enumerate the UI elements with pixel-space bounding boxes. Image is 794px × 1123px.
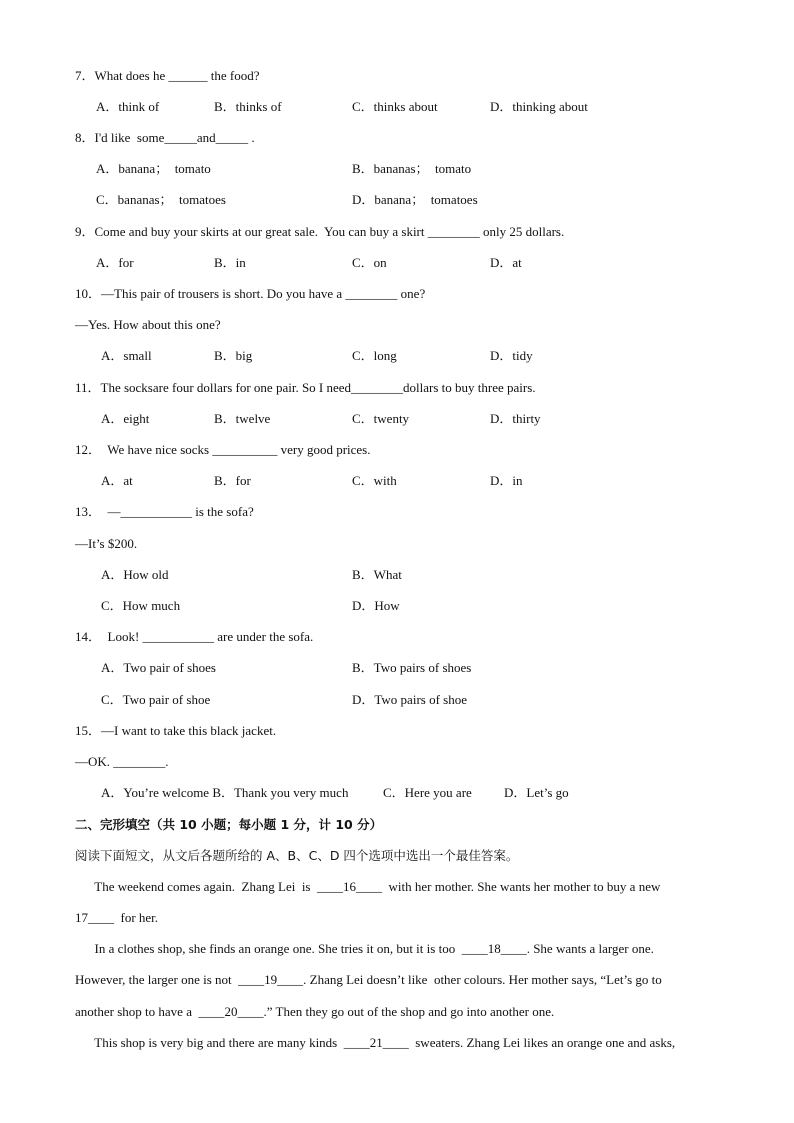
passage-line-5: another shop to have a ____20____.” Then they go out of the shop and go into another one. (75, 1004, 555, 1019)
passage-line-2: 17____ for her. (75, 910, 159, 925)
question-14-option-d[interactable]: D．Two pairs of shoe (352, 692, 467, 707)
question-9-option-c[interactable]: C．on (352, 255, 387, 270)
passage-line-6: This shop is very big and there are many kinds ____21____ sweaters. Zhang Lei likes an orange one and asks, (75, 1035, 676, 1050)
question-12-option-a[interactable]: A．at (101, 473, 133, 488)
question-8-option-b[interactable]: B．bananas； tomato (352, 161, 472, 176)
question-12-stem: 12． We have nice socks __________ very good prices. (75, 442, 371, 457)
question-8-option-d[interactable]: D．banana； tomatoes (352, 192, 478, 207)
question-14-option-b[interactable]: B．Two pairs of shoes (352, 660, 472, 675)
question-13-answer-line: —It’s $200. (75, 536, 138, 551)
question-13-option-c[interactable]: C．How much (101, 598, 181, 613)
question-7-option-a[interactable]: A．think of (96, 99, 160, 114)
section-2-heading: 二、完形填空（共 10 小题；每小题 1 分，计 10 分） (75, 817, 383, 832)
question-11-option-b[interactable]: B．twelve (214, 411, 271, 426)
question-10-answer-line: —Yes. How about this one? (75, 317, 221, 332)
question-10-option-b[interactable]: B．big (214, 348, 253, 363)
question-13-option-a[interactable]: A．How old (101, 567, 169, 582)
question-10-option-a[interactable]: A．small (101, 348, 152, 363)
question-10-stem: 10．—This pair of trousers is short. Do you have a ________ one? (75, 286, 426, 301)
question-13-stem: 13． —___________ is the sofa? (75, 504, 254, 519)
question-15-option-a-b[interactable]: A．You’re welcome B．Thank you very much (101, 785, 349, 800)
question-8-stem: 8．I'd like some_____and_____ . (75, 130, 255, 145)
question-7-option-b[interactable]: B．thinks of (214, 99, 282, 114)
passage-line-1: The weekend comes again. Zhang Lei is ____16____ with her mother. She wants her mother to buy a new (75, 879, 661, 894)
question-14-stem: 14． Look! ___________ are under the sofa. (75, 629, 314, 644)
question-12-option-b[interactable]: B．for (214, 473, 251, 488)
question-14-option-a[interactable]: A．Two pair of shoes (101, 660, 216, 675)
question-11-stem: 11．The socksare four dollars for one pair. So I need________dollars to buy three pairs. (75, 380, 536, 395)
question-9-option-d[interactable]: D．at (490, 255, 522, 270)
question-11-option-c[interactable]: C．twenty (352, 411, 410, 426)
question-15-option-d[interactable]: D．Let’s go (504, 785, 569, 800)
section-2-instruction: 阅读下面短文，从文后各题所给的 A、B、C、D 四个选项中选出一个最佳答案。 (75, 848, 519, 863)
question-7-option-d[interactable]: D．thinking about (490, 99, 588, 114)
question-9-stem: 9．Come and buy your skirts at our great sale. You can buy a skirt ________ only 25 dollars. (75, 224, 565, 239)
question-12-option-d[interactable]: D．in (490, 473, 523, 488)
question-13-option-d[interactable]: D．How (352, 598, 400, 613)
question-15-answer-line: —OK. ________. (75, 754, 169, 769)
question-14-option-c[interactable]: C．Two pair of shoe (101, 692, 211, 707)
question-15-option-c[interactable]: C．Here you are (383, 785, 472, 800)
question-12-option-c[interactable]: C．with (352, 473, 397, 488)
question-11-option-a[interactable]: A．eight (101, 411, 150, 426)
passage-line-4: However, the larger one is not ____19____. Zhang Lei doesn’t like other colours. Her mother says, “Let’s go to (75, 972, 662, 987)
question-13-option-b[interactable]: B．What (352, 567, 402, 582)
question-10-option-d[interactable]: D．tidy (490, 348, 533, 363)
question-9-option-b[interactable]: B．in (214, 255, 246, 270)
question-8-option-c[interactable]: C．bananas； tomatoes (96, 192, 226, 207)
question-7-stem: 7．What does he ______ the food? (75, 68, 260, 83)
question-9-option-a[interactable]: A．for (96, 255, 134, 270)
question-11-option-d[interactable]: D．thirty (490, 411, 541, 426)
passage-line-3: In a clothes shop, she finds an orange one. She tries it on, but it is too ____18____. She wants a larger one. (75, 941, 654, 956)
question-7-option-c[interactable]: C．thinks about (352, 99, 438, 114)
question-8-option-a[interactable]: A．banana； tomato (96, 161, 211, 176)
question-10-option-c[interactable]: C．long (352, 348, 397, 363)
question-15-stem: 15．—I want to take this black jacket. (75, 723, 277, 738)
